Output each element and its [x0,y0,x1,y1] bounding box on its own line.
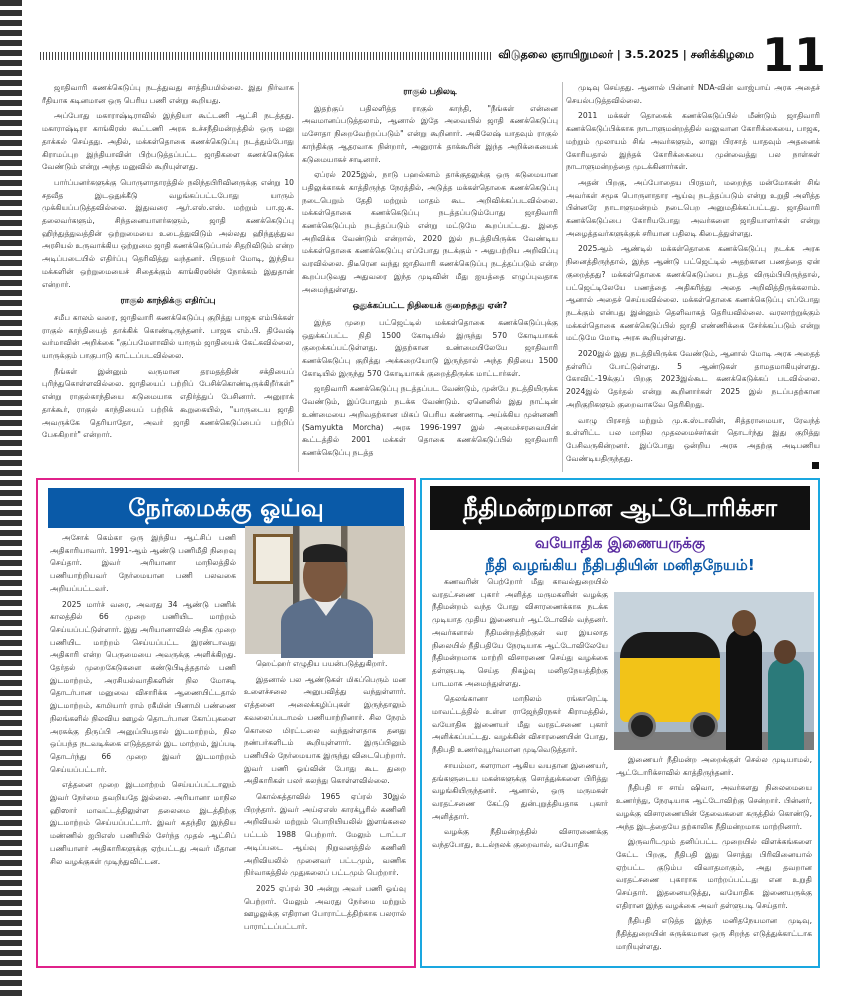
col2-paragraphs-2 [302,317,558,460]
box-title-honesty: நேர்மைக்கு ஓய்வு [48,488,404,528]
top-article-column-3 [566,82,820,472]
paragraph: அசோக் கெம்கா ஒரு இந்திய ஆட்சிப் பணி அதிகாரியாவார். 1991-ஆம் ஆண்டு பணிமீதி நிறைவு செய்தார். இவர் அரியானா மாநிலத்தில் பணியாற்றியவர் நேர்மையான பணி பலவகை அறியப்பட்டவர். [50,533,236,593]
page-header [40,40,760,70]
paragraph: நீங்கள் இன்னும் வருமான தரமதத்தின் சக்தியைப் புரிந்துகொள்ளவில்லை. ஜாதியைப் பற்றிப் பேசிக்கொண்டிருக்கிறீர்கள்" என்று ராகுல்காந்தியை கடுமையாக எதிர்த்துப் பேசினார். அனுராக் தாக்கூர், ராகுல் காந்தியைப் பற்றிக் கூறுகையில், "யாருடைய ஜாதி அவருக்கே தெரியாதோ, அவர் ஜாதி கணக்கெடுப்பைப் பற்றிப் பேசுகிறார்" என்றார். [42,366,294,440]
auto-court-col-b [616,754,812,956]
paragraph: சமீப காலம் வரை, ஜாதிவாரி கணக்கெடுப்பு குறித்து பாஜக எம்பிக்கள் ராகுல் காந்தியைத் தாக்கிக் கொண்டிருந்தனர். பாஜக எம்.பி. திவேஷ் வர்மாவின் அறிக்கை "குப்பமேளாவில் யாரும் ஜாதியைக் கேட்கவில்லை, யாருக்கும் பாகுபாடு காட்டப்படவில்லை. [42,312,294,361]
ashok-khemka-photo [245,526,405,654]
paragraph: கொல்கத்தாவில் 1965 ஏப்ரல் 30இல் பிறந்தார். இவர் அய்ஏஎஸ் காரக்பூரில் கணினி அறிவியல் மற்றும் பொறியியலில் இளங்கலை பட்டம் 1988 பெற்றார். மேலும் டாட்டா அடிப்படை ஆய்வு நிறுவனத்தில் கணினி அறிவியலில் முனைவர் பட்டமும், வணிக நிர்வாகத்தில் முதுகலைப் பட்டமும் பெற்றார். [244,792,406,878]
top-article-column-1 [42,82,294,472]
auto-rickshaw-court-box [420,478,820,968]
col2-paragraphs [302,103,558,297]
paragraph: வாழு பிரசாத் மற்றும் மு.க.ஸ்டாலின், சித்தராமையா, ரேவந்த் உள்ளிட்ட பல மாநில முதலமைச்சர்கள் தொடர்ந்து இது குறித்து பேசிவருகின்றனர். இப்போது ஒன்றிய அரசு அதற்கு அடிபணிய வேண்டியதிருந்தது. [566,415,820,463]
box-subtitle-judge-humanity: நீதி வழங்கிய நீதிபதியின் மனிதநேயம்! [485,556,755,574]
paragraph: எத்தனை முறை இடமாற்றம் செய்யப்பட்டாலும் இவர் நேர்மை தவறியதே இல்லை. அரியானா மாநில ஹிஸார் மாவட்டத்திலுள்ள தலைமை இடத்திற்கு இடமாற்றம் செய்யப்பட்டார். இவர் சுதந்திர இந்திய மண்ணில் ஐபிஎஸ் பணியில் சேர்ந்த முதல் ஆட்சிப் பணியாளர் அதிகாரிகளுக்கு ஏற்பட்டது அவர் மீதான சில வழக்குகள் முடிந்துவிட்டன. [50,780,236,866]
auto-court-col-b-paragraphs [616,754,812,954]
paragraph: இணையர் நீதிமன்ற அறைக்குள் செல்ல முடியாமல், ஆட்டோரிக்சாவில் காத்திருந்தனர். [616,755,812,777]
top-article-column-2 [302,82,558,472]
paragraph: இதனால் பல ஆண்டுகள் மிகப்பெரும் மன உளைச்சலை அனுபவித்து வந்துள்ளார். எத்தனை அலைக்கழிப்புகள் இருந்தாலும் கவலைப்படாமல் பணியாற்றினார். சில நேரம் கொலை மிரட்டலை வந்துள்ளதாக தனது நண்பர்களிடம் கூறியுள்ளார். இருப்பினும் பணியில் நேர்மையாக இருந்து விடைபெற்றார். இவர் பணி ஓய்வின் போது கூட துறை அதிகாரிகள் பலர் கலந்து கொள்ளவில்லை. [244,674,406,786]
judge-at-autorickshaw-photo [614,592,814,750]
paragraph: கணவரின் பெற்றோர் மீது காவல்துறையில் வரதட்சணை புகார் அளித்த மருமகளின் வழக்கு நீதிமன்றம் வந்த போது விசாரணைக்காக நடக்க முடியாத முதிய இணையர் ஆட்டோவில் வந்தனர். அவர்களால் நீதிமன்றத்திற்குள் வர இயலாத நிலையில் நீதிபதியே நேரடியாக ஆட்டோவிலேயே நீதிமன்றமாக மாற்றி விசாரணை செய்து வழக்கை தள்ளுபடி செய்த நிகழ்வு மனிதநேயத்திற்கு பாடமாக அமைந்துள்ளது. [432,577,608,688]
header-dateline: விடுதலை ஞாயிறுமலர் | 3.5.2025 | சனிக்கிழமை [492,40,760,70]
paragraph: 2011 மக்கள் தொகைக் கணக்கெடுப்பில் மீண்டும் ஜாதிவாரி கணக்கெடுப்பிக்காக நாடாளுமன்றத்தில் வலுவான கோரிக்கையை, பாஜக, மற்றும் முலாயம் சிங் அவர்களும், லாலு பிரசாத் யாதவும் அதனைக் கோரியதால் இந்தக் கோரிக்கையை முன்வைத்து பல நாள்கள் நாடாளுமன்றத்தை முடக்கினார்கள். [566,111,820,172]
honesty-col-a [50,532,236,866]
article-end-mark [812,462,819,469]
honesty-retirement-box [36,478,416,968]
paragraph: 2025 ஏப்ரல் 30 அன்று அவர் பணி ஓய்வு பெற்றார். மேலும் அவரது நேர்மை மற்றும் ஊழலுக்கு எதிரான போராட்டத்திற்காக பலரால் பாராட்டப்பட்டார். [244,883,406,932]
col1-paragraphs-2 [42,312,294,442]
paragraph: தெலங்கானா மாநிலம் ரங்காரெட்டி மாவட்டத்தில் உள்ள ராஜேந்திரநகர் கிராமத்தில், வயோதிக இணையர் மீது வரதட்சணை புகார் அளிக்கப்பட்டது. வழக்கின் விசாரணையின் போது, நீதிபதி உணர்வுபூர்வமான முடிவெடுத்தார். [432,694,608,755]
paragraph: நீதிபதி எடுத்த இந்த மனிதநேயமான முடிவு, நீதித்துறையின் சுருக்கமான ஒரு சிறந்த எடுத்துக்காட்டாக மாறியுள்ளது. [616,916,812,951]
box-title-auto-court: நீதிமன்றமான ஆட்டோரிக்சா [430,486,810,530]
subhead-budget-cut: ஒதுக்கப்பட்ட நிதியைக் குறைந்தது ஏன்? [352,301,508,312]
subhead-rahul-opposition: ராகுல் காந்திக்கு எதிர்ப்பு [120,296,216,307]
paragraph: ஹெட்ஹர் எழுதிய பயன்படுத்துகிறார். [256,659,388,668]
paragraph: இந்த முறை பட்ஜெட்டில் மக்கள்தொகை கணக்கெடுப்புக்கு ஒதுக்கப்பட்ட நிதி 1500 கோடியில் இருந்து 570 கோடியாகக் குறைக்கப்பட்டுள்ளது. இதற்கான உண்மையிலேயே ஜாதிவாரி கணக்கெடுப்பு குறித்து அக்கறையோடு இருந்தால் அந்த நிதியை 1500 கோடியில் இருந்து 570 கோடியாகக் குறைத்திருக்க மாட்டார்கள். [302,317,558,378]
paragraph: நீதிபதி ஈ சாய் ஷிவா, அவர்களது நிலைமையை உணர்ந்து, நேரடியாக ஆட்டோவிற்கு சென்றார். பின்னர், வழக்கு விசாரணையின் தேவைகளை கருத்தில் கொண்டு, அந்த இடத்தையே தற்காலிக நீதிமன்றமாக மாற்றினார். [616,783,812,831]
auto-court-col-a [432,576,608,956]
paragraph: 2025 மார்ச் வரை, அவரது 34 ஆண்டு பணிக் காலத்தில் 66 முறை பணியிட மாற்றம் செய்யப்பட்டுள்ளார். இது அரியானாவில் அதிக முறை பணியிட மாற்றம் செய்யப்பட்ட இரண்டாவது அதிகாரி என்ற பெருமையை அவருக்கு அளிக்கிறது. தேர்தல் முறைகேடுகளை கண்டுபிடித்ததால் பணி இடமாற்றம், அரசியல்வாதிகளின் நில மோசடி தொடர்பான மனுவை விசாரிக்க ஆணையிட்டதால் இடமாற்றம், காமியார் ராம் ரகீமின் பினாமி பண்ணை நிலங்களில் நிலவிய ஊழல் தொடர்பான கோப்புகளை அரசுக்கு திருப்பி அனுப்பியதால் இடமாற்றம், நில ஒப்பந்த நடவடிக்கை எடுத்ததால் இட மாற்றம், இப்படி தொடர்ந்து 66 முறை இவர் இடமாற்றம் செய்யப்பட்டார். [50,599,236,774]
page-edge-strip [0,0,22,1000]
paragraph: அப்போது மகாராஷ்டிராவில் இந்தியா கூட்டணி ஆட்சி நடத்தது. மகாராஷ்டிரா காங்கிரஸ் கூட்டணி அரசு உச்சநீதிமன்றத்தில் ஒரு மனு தாக்கல் செய்தது. அதில், மக்கள்தொகை கணக்கெடுப்பு நடத்தும்போது கிராமப்புற இந்தியாவின் பிற்படுத்தப்பட்ட ஜாதிகளை கணக்கெடுக்க வேண்டும் என்று அந்த மனுவில் கூறியுள்ளது. [42,111,294,172]
honesty-col-b [244,658,406,956]
auto-court-col-a-paragraphs [432,576,608,852]
box-subtitle-elderly-couple: வயோதிக இணையருக்கு [534,534,706,552]
subhead-rahul-reply: ராகுல் பதிலடி [403,87,457,97]
paragraph: ஜாதிவாரி கணக்கெடுப்பு நடத்தப்பட வேண்டும், முன்பே நடத்தியிருக்க வேண்டும், இப்போதும் நடக்க வேண்டும். ஏனெனில் இது நாட்டின் உண்மையை அறிவதற்கான மிகப் பெரிய கண்ணாடி அய்க்கிய முன்னணி (Samyukta Morcha) அரசு 1996-1997 இல் அமைச்சரவையின் கூட்டத்தில் 2001 மக்கள் தொகை கணக்கெடுப்பில் ஜாதிவாரி கணக்கெடுப்பு நடத்த [302,384,558,457]
honesty-col-a-paragraphs [50,532,236,868]
paragraph: முடிவு செய்தது. ஆனால் பின்னர் NDA-வின் வாஜ்பாய் அரசு அதைச் செயல்படுத்தவில்லை. [566,83,820,105]
paragraph: அதன் பிறகு, அப்போதைய பிரதமர், மறைந்த மன்மோகன் சிங் அவர்கள் சமூக பொருளாதார ஆய்வு நடத்தப்படும் என்று உறுதி அளித்த பின்னரே நாடாளுமன்றம் நடைபெற அனுமதிக்கப்பட்டது. ஜாதிவாரி கணக்கெடுப்பை கோரியபோது அவர்களை ஜாதியாளர்கள் என்று அழைத்தவர்களுக்குக் சரியான பதிலடி கிடைத்துள்ளது. [566,177,820,238]
paragraph: ஜாதிவாரி கணக்கெடுப்பு நடத்துவது சாத்தியமில்லை. இது நிர்வாக ரீதியாக கடினமான ஒரு பெரிய பணி என்று கூறியது. [42,83,294,105]
col3-paragraphs [566,82,820,465]
column-rule [562,82,563,472]
page-number: 11 [762,28,827,82]
col1-paragraphs [42,82,294,291]
paragraph: பார்ப்பனர்களுக்கு பொருளாதாரத்தில் நலிந்தபிரிவினருக்கு என்று 10 சதவீத இடஒதுக்கீடு வழங்கப்பட்டபோது யாரும் முக்கியப்படுத்தவில்லை. இதுவரை ஆர்.எஸ்.எஸ். மற்றும் பா.ஜ.க. தலைவர்களும், சிந்தனையாளர்களும், ஜாதி கணக்கெடுப்பு ஹிந்துத்துவத்தின் ஒற்றுமையை உடைத்துவிடும் அல்லது ஹிந்துத்துவ அரசியல் உருவாக்கிய ஒற்றுமை ஜாதி கணக்கெடுப்பால் சிதறிவிடும் என்ற அடிப்படையில் எதிர்ப்பு தெரிவித்து வந்தனர். பிரதமர் மோடி, இந்திய மக்களின் ஒற்றுமையைச் சிதைக்கும் காங்கிரஸின் நோக்கம் இதுதான் என்றார். [42,177,294,289]
column-rule [298,82,299,472]
paragraph: இருவரிடமும் தனிப்பட்ட முறையில் விளக்கங்களை கேட்ட பிறகு, நீதிபதி இது சொத்து பிரிவினையால் ஏற்பட்ட குடும்ப விவாதமாகும், அது தவறான வரதட்சணை புகாராக மாற்றப்பட்டது என உறுதி செய்தார். இதனையடுத்து, வயோதிக இணையருக்கு எதிரான இந்த வழக்கை அவர் தள்ளுபடி செய்தார். [616,837,812,910]
paragraph: வழக்கு நீதிமன்றத்தில் விசாரணைக்கு வந்தபோது, உடல்நலக் குறைவால், வயோதிக [432,827,608,850]
paragraph: சாயம்மா, களராமா ஆகிய வயதான இணையர், தங்களுடைய மகன்களுக்கு சொத்துக்களை பிரித்து வழங்கியிருந்தனர். ஆனால், ஒரு மருமகள் வரதட்சணை கேட்டு துன்புறுத்தியதாக புகார் அளித்தார். [432,760,608,821]
paragraph: 2020இல் இது நடத்தியிருக்க வேண்டும், ஆனால் மோடி அரசு அதைத் தள்ளிப் போட்டுள்ளது. 5 ஆண்டுகள் தாமதமாகியுள்ளது. கோவிட்-19க்குப் பிறகு 2023இல்கூட கணக்கெடுக்கப் படவில்லை. 2024இல் தேர்தல் என்று கூறினார்கள் 2025 இல் நடப்பதற்கான அறிகுறிகளும் குறைவாகவே தெரிகிறது. [566,349,820,409]
honesty-col-b-paragraphs [244,658,406,934]
paragraph: ஏப்ரல் 2025இல், நாடு பஹல்காம் தாக்குதலுக்கு ஒரு கடுமையான பதிலுக்காகக் காத்திருந்த நேரத்தில், அடுத்த மக்கள்தொகை கணக்கெடுப்பு நடைபெறும் தேதி மற்றும் மாதம் கூட அறிவிக்கப்படவில்லை. மக்கள்தொகை கணக்கெடுப்பு நடத்தப்படும்போது ஜாதிவாரி கணக்கெடுப்பும் நடத்தப்படும் என்று மட்டுமே கூறப்பட்டது. இதை அறிவிக்க வேண்டும் என்றால், 2020 இல் நடத்தியிருக்க வேண்டிய மக்கள்தொகை கணக்கெடுப்பு எப்போது நடக்கும் - அதுபற்றிய அறிவிப்பு வரவில்லை. திடீரென வந்து ஜாதிவாரி கணக்கெடுப்பு நடத்தப்படும் என்ற கூறப்படுவது அதுவரை இந்த முடிவின் மீது ஐயத்தை எழுப்புவதாக அமைந்துள்ளது. [302,170,558,294]
paragraph: இதற்குப் பதிலளித்த ராகுல் காந்தி, "நீங்கள் என்னை அவமானப்படுத்தலாம், ஆனால் இதே அவையில் ஜாதி கணக்கெடுப்பு மசோதா நிறைவேற்றப்படும்" என்று கூறினார். அகிலேஷ் யாதவும் ராகுல் காந்திக்கு ஆதரவாக நின்றார், அனுராக் தாக்கூரின் இந்த அறிக்கையைக் கடுமையாகச் சாடினார். [302,103,558,164]
paragraph: 2025ஆம் ஆண்டில் மக்கள்தொகை கணக்கெடுப்பு நடக்க அரசு நினைத்திருந்தால், இந்த ஆண்டு பட்ஜெட்டில் அதற்கான பணத்தை ஏன் குறைத்தது? மக்கள்தொகை கணக்கெடுப்பை நடத்த விரும்பியிருந்தால், பட்ஜெட்டிலேயே பணத்தை அதிகரித்து அதை அறிவித்திருக்கலாம். ஆனால் அதைச் செய்யவில்லை. மக்கள்தொகை கணக்கெடுப்பு எப்போது நடக்கும் என்பது இன்னும் தெளிவாகத் தெரியவில்லை. வரலாற்றுக்கும் மக்கள்தொகை கணக்கெடுப்பில் ஜாதி எண்ணிக்கை சேர்க்கப்படும் என்று மட்டுமே மோடி அரசு கூறியுள்ளது. [566,244,820,343]
